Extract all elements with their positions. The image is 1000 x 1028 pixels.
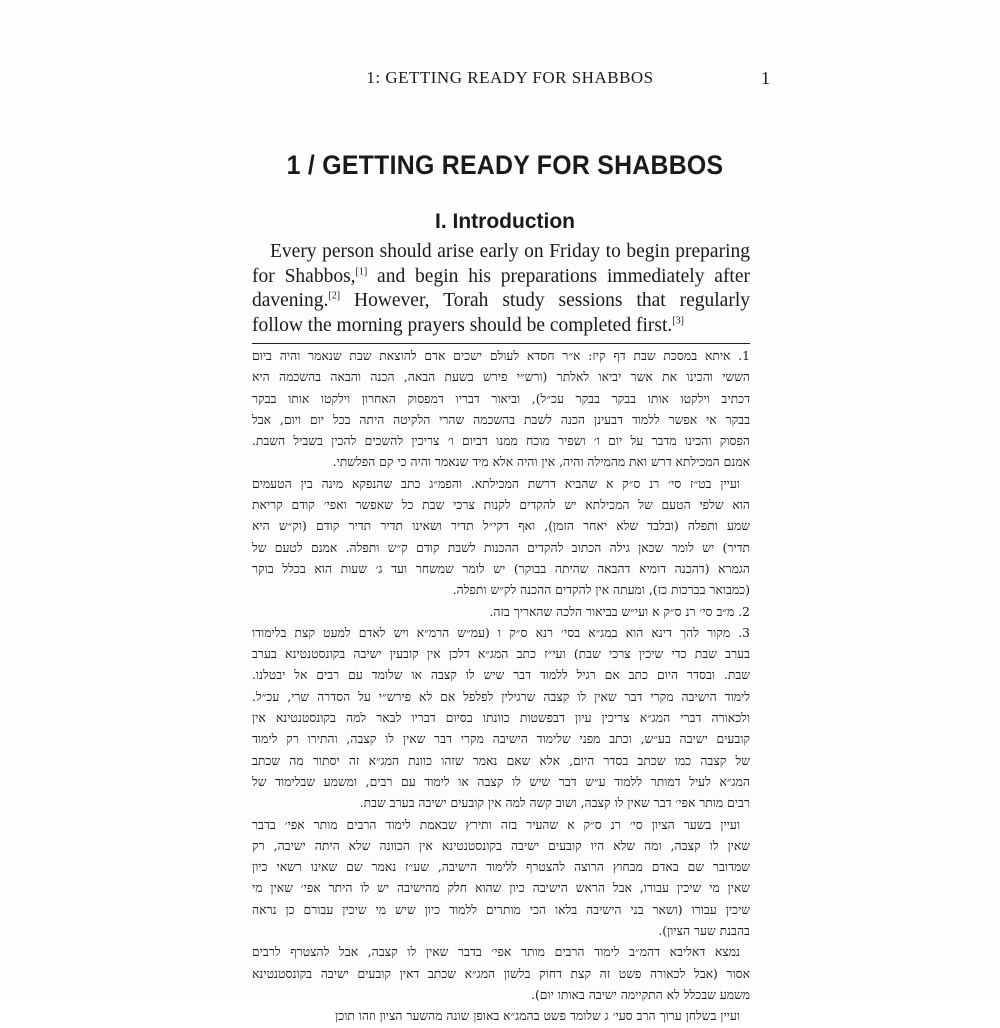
intro-text-2: and begin his preparations immediately after davening. — [252, 265, 750, 311]
running-head — [250, 68, 770, 92]
footnote-line: אסור (אבל לכאורה פשט זה קצת דחוק בלשון המג״א שכתב דאין קובעים ישיבה בקונסטנטינא — [252, 966, 750, 981]
footnote-ref-3: [3] — [672, 315, 684, 326]
footnote-line: אמנם המכילתא דרש ואת מהמילה והיה, אין והיה אלא מיד שנאמר והיה כי קם הפלשתי. — [332, 455, 750, 470]
intro-text-1: Every person should arise early on Friday to begin preparing for Shabbos, — [252, 241, 750, 287]
footnote-line: דכתיב וילקטו אותו בבקר בבקר עכ״ל), וביאור דבריו דמפסוק האחרון וילקטו אותו בבקר — [252, 391, 750, 406]
footnote-line: קובעים ישיבה בע״ש, וכתב מפני שלימוד הישיבה מקרי דבר שאין לו קצבה, והתירו רק לימוד — [252, 732, 750, 747]
footnote-line: שבת. ובסדר היום כתב אם רגיל ללמוד דבר שיש לו קצבה או שלומד עם רבים אל יבטלנו. — [252, 668, 750, 683]
page-number: 1 — [761, 68, 770, 88]
footnote-line: (כמבואר בברכות כז), ומעתה אין להקדים ההכנה לק״ש ותפלה. — [452, 583, 750, 598]
footnote-line: המג״א לעיל דמותר ללמוד ע״ש דבר שיש לו קצבה או לימוד עם רבים, ומשמע שבלימוד של — [252, 774, 750, 789]
footnote-line: של קצבה כמו שכתב בסדר היום, אלא שאם נאמר שזהו כוונת המג״א זה יסתור מה שכתב — [252, 753, 750, 768]
footnote-line: שאין מי שיכין עבורו, אבל הראש הישיבה כיון שהוא חלק מהישיבה יש לו היתר אפי׳ שאין מי — [252, 881, 750, 896]
footnote-line: שמדובר שם באדם מבחוץ הרוצה להצטרף ללימוד הישיבה, שע״ז נאמר שם שאינו רשאי כיון — [252, 860, 750, 875]
footnote-line: הוא שלפי הטעם של המכילתא יש להקדים לקנות צרכי שבת כל שאפשר ואפי׳ קודם קריאת — [252, 498, 750, 513]
footnotes — [252, 346, 750, 1028]
footnote-ref-2: [2] — [328, 290, 341, 302]
footnote-line: 2. מ״ב סי׳ רנ ס״ק א ועי״ש בביאור הלכה שהאריך בזה. — [489, 604, 750, 619]
footnote-line: שמע ותפלה (ובלבד שלא יאחר הזמן), ואף דקי״ל תדיר ושאינו תדיר תדיר קודם (וק״ש היא — [252, 519, 750, 534]
footnote-line: שאין לו קצבה, ומה שלא היו קובעים ישיבה בקונסטנטינא אין הכוונה שלא היתה ישיבה, רק — [252, 838, 750, 853]
footnote-line: בהבנת שער הציון). — [658, 924, 750, 939]
footnote-line: משמע שבכלל לא התקיימה ישיבה באותו יום). — [531, 987, 750, 1002]
footnote-line: רבים מותר אפי׳ דבר שאין לו קצבה, ושוב קשה למה אין קובעים ישיבה בערב שבת. — [359, 796, 750, 811]
footnote-line: ועיין בט״ז סי׳ רנ ס״ק א שהביא דרשת המכילתא. והפמ״ג כתב שהנפקא מינה בין הטעמים — [252, 476, 740, 491]
intro-text-3: However, Torah study sessions that regularly follow the morning prayers should be completed first. — [252, 290, 750, 336]
footnote-line: 3. מקור להך דינא הוא במג״א בסי׳ רנא ס״ק ו (עמ״ש הרמ״א ויש לאדם למעט קצת בלימודו — [252, 625, 750, 640]
footnote-line: בערב שבת כדי שיכין צרכי שבת) ועי״ז כתב המג״א דלכן אין קובעין ישיבה בקונסטנטינא בערב — [252, 647, 750, 662]
running-head-title: 1: GETTING READY FOR SHABBOS — [366, 68, 654, 87]
footnote-ref-1: [1] — [355, 266, 368, 277]
section-title: I. Introduction — [435, 210, 575, 233]
footnote-line: ולכאורה דברי המג״א צריכין עיון דבפשטות כוונתו בסיום דבריו לבאר למה בקונסטנטינא אין — [252, 711, 750, 726]
chapter-title: 1 / GETTING READY FOR SHABBOS — [286, 150, 724, 180]
footnote-line: ועיין בשער הציון סי׳ רנ ס״ק א שהעיר בזה ותירץ שבאמת לימוד הרבים מותר אפי׳ בדבר — [252, 817, 740, 832]
footnote-line: לימוד הישיבה מקרי דבר שאין לו קצבה שרגילין לפלפל אם לא פירש״י על הסדרה שרי, עכ״ל. — [252, 689, 750, 704]
intro-paragraph — [252, 240, 750, 338]
footnote-line: ועיין בשלחן ערוך הרב סעי׳ ג שלומד פשט בהמג״א באופן שונה מהשער הציון וזהו תוכן — [335, 1009, 740, 1024]
footnote-divider — [252, 343, 750, 344]
footnote-line: שיכין עבורו (ושאר בני הישיבה בלאו הכי מותרים ללמוד כיון שיש מי שיכין עבורם כן נראה — [252, 902, 750, 917]
footnote-line: 1. איתא במסכת שבת דף קיז: א״ר חסדא לעולם ישכים אדם להוצאת שבת שנאמר והיה ביום — [252, 349, 750, 363]
footnote-line: תדיר) יש לומר שכאן גילה הכתוב להקדים ההכנות לשבת קודם ק״ש ותפלה. אמנם לטעם של — [252, 540, 750, 555]
footnote-line: בבקר אי אפשר ללמוד דבעינן הכנה לשבת בהשכמה שהרי הלקיטה היתה בכל יום ויום, אבל — [252, 412, 750, 427]
footnote-line: הפסוק והכינו מדבר על יום ו׳ ושפיר מוכח ממנו דביום ו׳ צריכין להשכים להכין בשביל השבת. — [252, 434, 750, 449]
footnote-line: הששי והכינו את אשר יביאו לאלתר (ורש״י פירש בשעת הבאה, הכנה והבאה בהשכמה היא — [252, 370, 750, 385]
footnote-line: הגמרא (דהכנה דומיא דהבאה שהיתה בבוקר) יש לומר שמשחר ועד ג׳ שעות הוא בכלל בוקר — [252, 561, 750, 576]
footnote-line: נמצא דאליבא דהמ״ב לימוד הרבים מותר אפי׳ בדבר שאין לו קצבה, אבל להצטרף לרבים — [252, 945, 740, 960]
